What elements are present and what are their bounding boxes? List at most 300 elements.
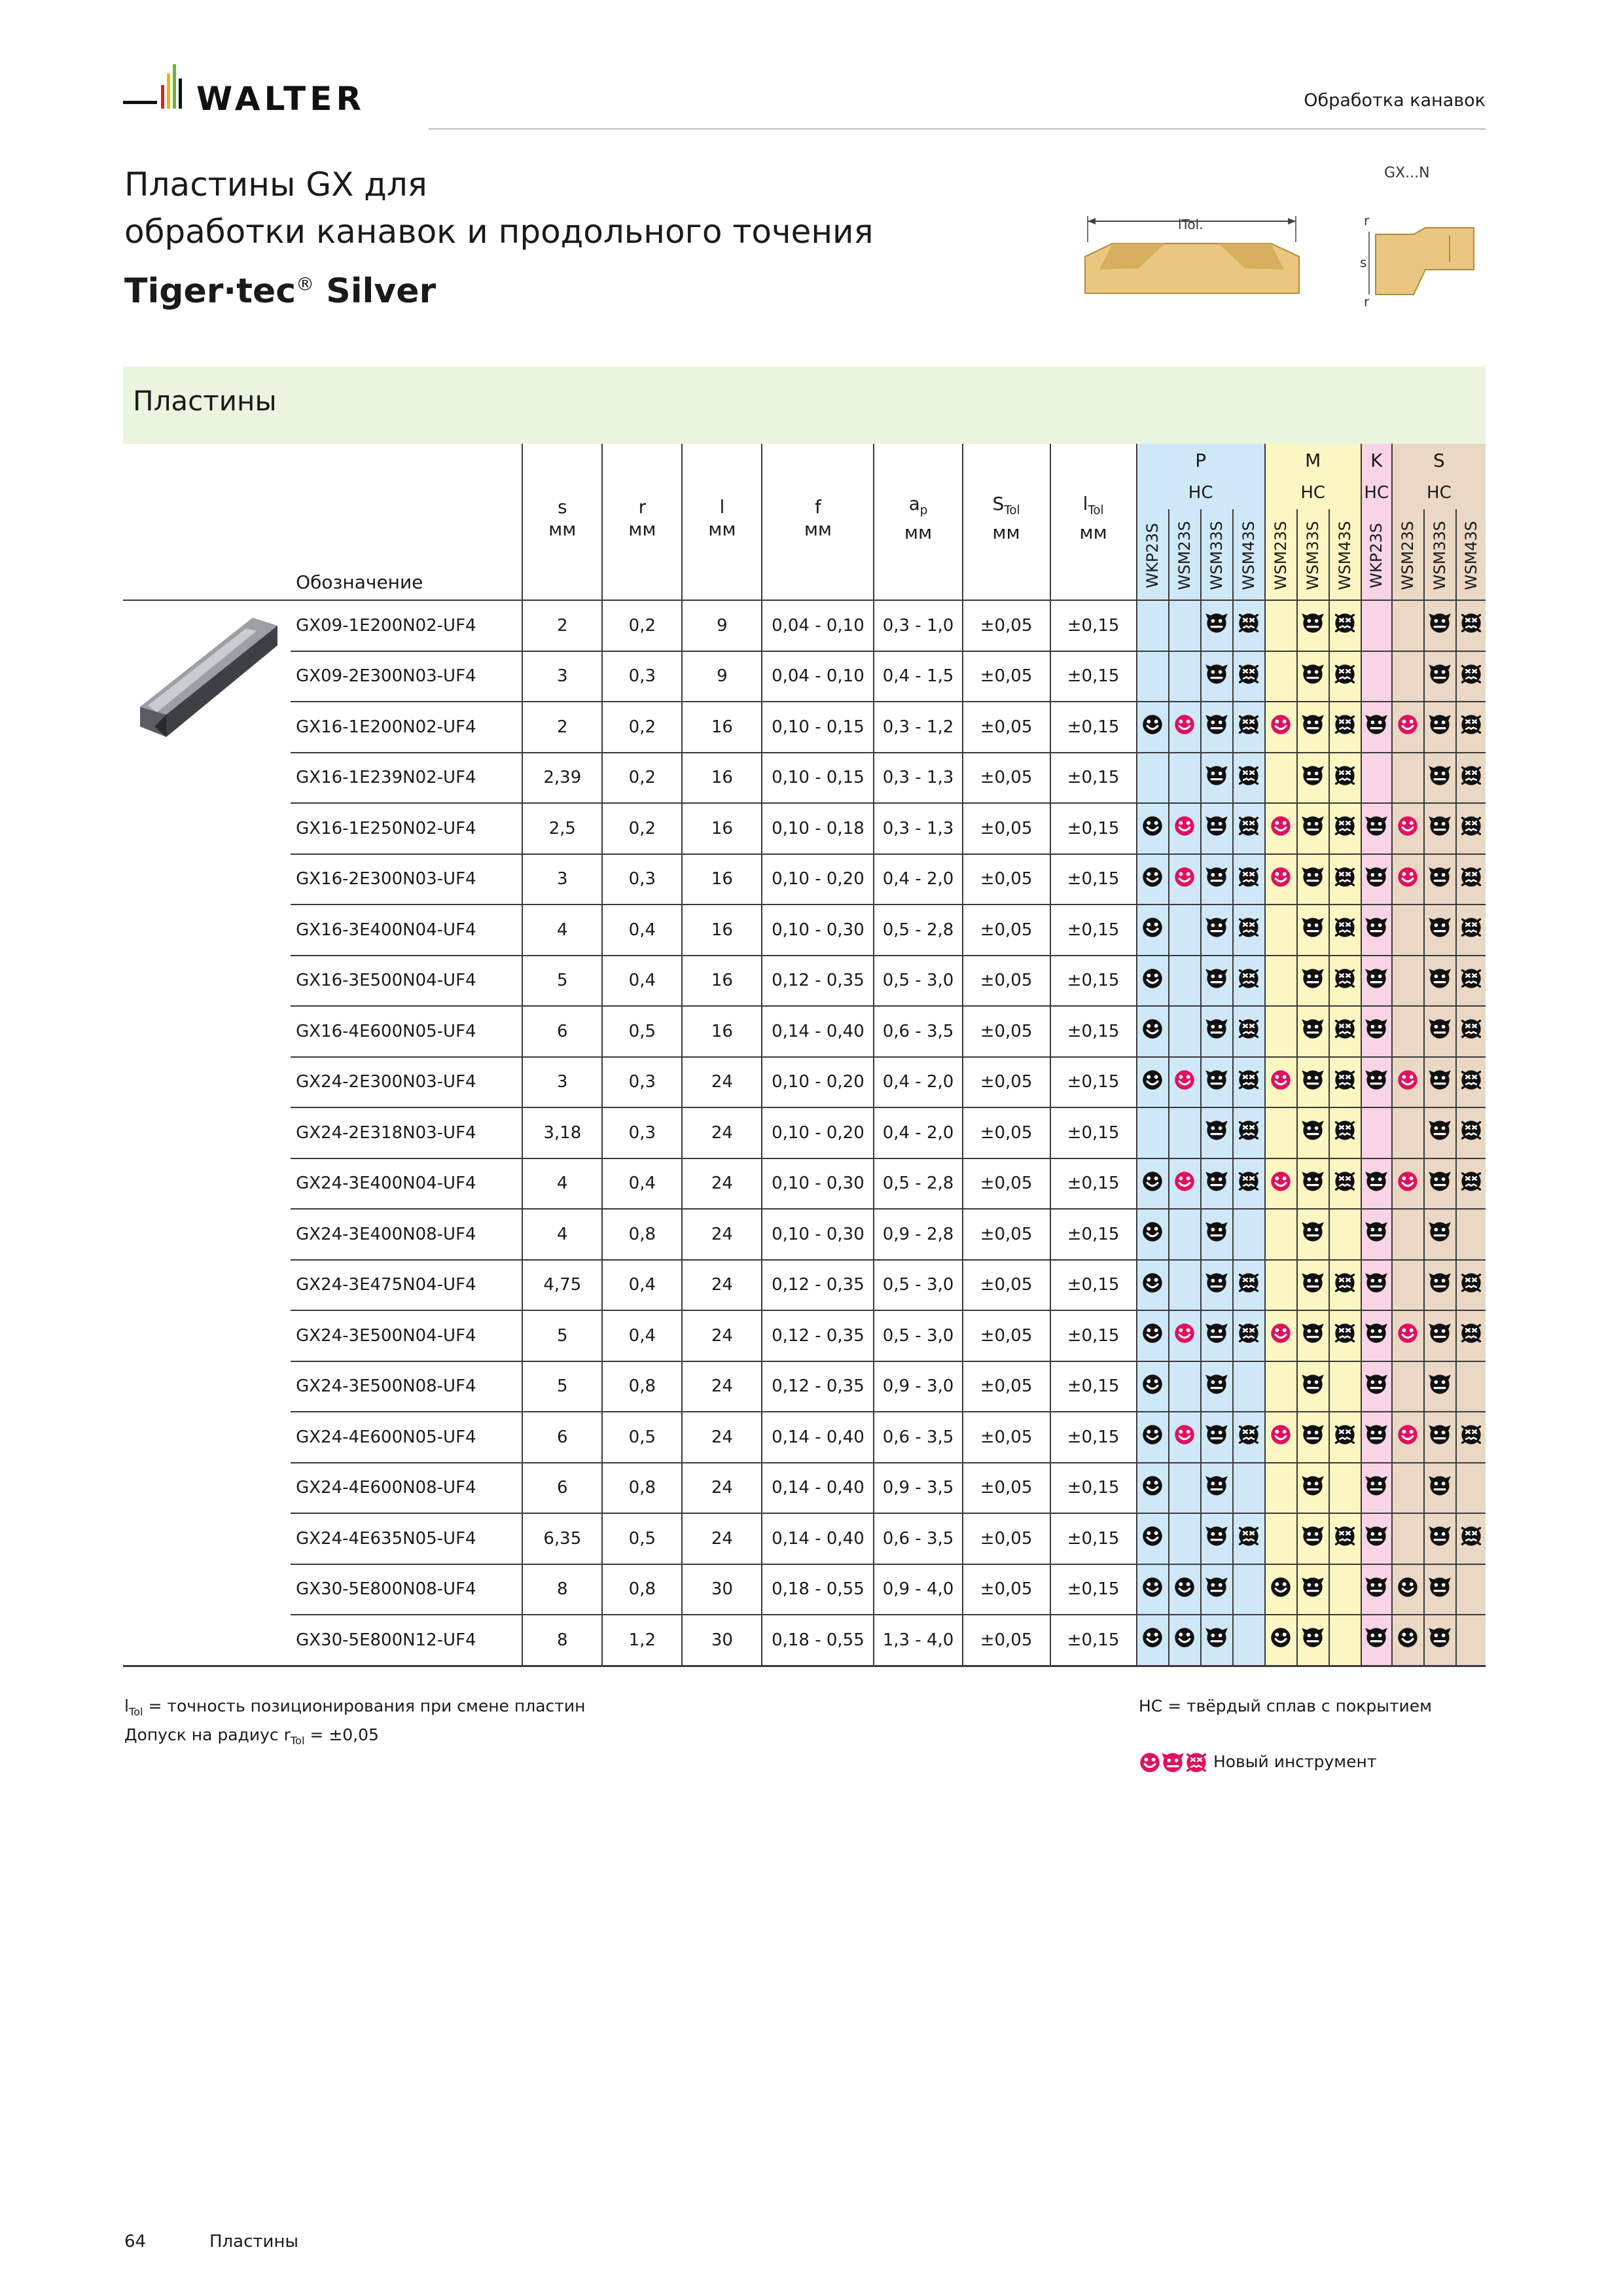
smile-icon (1141, 815, 1164, 842)
smile-icon (1141, 916, 1164, 943)
f-cell: 0,12 - 0,35 (762, 1260, 874, 1311)
grade-cell (1329, 1412, 1361, 1463)
grade-cell (1329, 1615, 1361, 1666)
f-cell: 0,10 - 0,15 (762, 753, 874, 804)
stol-cell: ±0,05 (963, 1513, 1050, 1564)
grade-cell (1456, 905, 1486, 956)
stol-cell: ±0,05 (963, 1361, 1050, 1412)
table-row (123, 1006, 1486, 1057)
designation-cell: GX30-5E800N12-UF4 (291, 1615, 522, 1666)
grade-cell (1456, 956, 1486, 1007)
ltol-cell: ±0,15 (1050, 905, 1137, 956)
grade-header: WSM43S (1329, 509, 1361, 600)
neutral-face-icon (1205, 713, 1228, 740)
grade-cell (1297, 1463, 1329, 1514)
grade-cell (1329, 956, 1361, 1007)
ap-cell: 0,6 - 3,5 (874, 1006, 962, 1057)
table-row (123, 905, 1486, 956)
grade-cell (1201, 753, 1233, 804)
neutral-face-icon (1428, 1626, 1452, 1653)
grade-cell (1201, 1209, 1233, 1260)
neutral-face-icon (1205, 1221, 1228, 1247)
grade-cell (1265, 702, 1297, 753)
table-row (123, 600, 1486, 651)
grade-cell (1424, 1463, 1456, 1514)
grade-cell (1361, 600, 1392, 651)
grade-cell (1137, 1158, 1169, 1210)
neutral-face-icon (1364, 1424, 1388, 1450)
neutral-face-icon (1428, 866, 1452, 893)
cross-face-icon (1333, 815, 1357, 842)
table-row (123, 1209, 1486, 1260)
neutral-face-icon (1428, 1119, 1452, 1146)
insert-image-cell (123, 1615, 291, 1666)
grade-cell (1169, 702, 1201, 753)
r-cell: 0,8 (602, 1564, 682, 1615)
stol-header: $S_{Tol}$ мм (963, 444, 1050, 600)
r-cell: 0,2 (602, 600, 682, 651)
ltol-cell: ±0,15 (1050, 600, 1137, 651)
grade-cell (1456, 1412, 1486, 1463)
stol-cell: ±0,05 (963, 1057, 1050, 1108)
l-cell: 16 (682, 1006, 762, 1057)
grade-cell (1424, 1057, 1456, 1108)
stol-cell: ±0,05 (963, 702, 1050, 753)
footer-label: Пластины (209, 2232, 298, 2251)
insert-image-cell (123, 905, 291, 956)
r-cell: 0,4 (602, 1310, 682, 1361)
r-label-top: r (1364, 213, 1370, 228)
new-smile-icon (1397, 866, 1419, 893)
insert-diagram (1073, 196, 1492, 314)
designation-cell: GX24-3E500N08-UF4 (291, 1361, 522, 1412)
stol-cell: ±0,05 (963, 1107, 1050, 1158)
grade-cell (1424, 1158, 1456, 1210)
designation-cell: GX24-3E475N04-UF4 (291, 1260, 522, 1311)
neutral-face-icon (1428, 916, 1452, 943)
cross-face-icon (1237, 764, 1260, 791)
cross-face-icon (1237, 612, 1260, 639)
neutral-face-icon (1205, 1424, 1228, 1450)
ap-header: $a_p$ мм (874, 444, 962, 600)
grade-cell (1424, 753, 1456, 804)
grade-cell (1201, 1107, 1233, 1158)
cross-face-icon (1237, 815, 1260, 842)
grade-cell (1137, 1564, 1169, 1615)
grade-cell (1297, 1006, 1329, 1057)
grade-cell (1329, 905, 1361, 956)
grade-cell (1456, 600, 1486, 651)
logo-text: WALTER (196, 80, 365, 118)
grade-cell (1265, 1463, 1297, 1514)
stol-cell: ±0,05 (963, 1158, 1050, 1210)
cross-face-icon (1237, 1322, 1260, 1349)
grade-cell (1233, 1158, 1265, 1210)
s-header: s мм (522, 444, 602, 600)
s-cell: 4,75 (522, 1260, 602, 1311)
grade-cell (1392, 600, 1424, 651)
r-cell: 0,5 (602, 1412, 682, 1463)
grade-cell (1137, 600, 1169, 651)
grade-cell (1361, 651, 1392, 702)
grade-cell (1169, 1209, 1201, 1260)
header-rule (429, 128, 1486, 130)
grade-cell (1456, 1158, 1486, 1210)
l-cell: 16 (682, 854, 762, 905)
grade-cell (1265, 803, 1297, 854)
grade-cell (1201, 1513, 1233, 1564)
r-cell: 0,3 (602, 854, 682, 905)
cross-face-icon (1237, 1424, 1260, 1450)
neutral-face-icon (1301, 1119, 1325, 1146)
new-smile-icon (1173, 1069, 1196, 1096)
grade-cell (1297, 1412, 1329, 1463)
ltol-cell: ±0,15 (1050, 1260, 1137, 1311)
f-cell: 0,10 - 0,15 (762, 702, 874, 753)
ap-cell: 0,4 - 2,0 (874, 854, 962, 905)
grade-cell (1424, 1615, 1456, 1666)
smile-icon (1173, 1626, 1196, 1653)
group-m-header: M (1265, 444, 1361, 476)
neutral-face-icon (1205, 663, 1228, 690)
new-tool-legend (1139, 1751, 1376, 1774)
grade-cell (1361, 803, 1392, 854)
grade-cell (1233, 1260, 1265, 1311)
grade-cell (1424, 854, 1456, 905)
neutral-face-icon (1301, 764, 1325, 791)
table-row (123, 956, 1486, 1007)
ap-cell: 0,5 - 2,8 (874, 1158, 962, 1210)
grade-cell (1265, 1260, 1297, 1311)
neutral-face-icon (1428, 1170, 1452, 1197)
r-cell: 0,8 (602, 1209, 682, 1260)
neutral-face-icon (1301, 1170, 1325, 1197)
insert-image-cell (123, 1158, 291, 1210)
s-cell: 5 (522, 1310, 602, 1361)
smile-icon (1270, 1576, 1292, 1603)
s-cell: 4 (522, 1209, 602, 1260)
l-cell: 16 (682, 905, 762, 956)
grade-cell (1361, 1361, 1392, 1412)
cross-face-icon (1333, 713, 1357, 740)
ltol-header: $l_{Tol}$ мм (1050, 444, 1137, 600)
grade-cell (1424, 1260, 1456, 1311)
grade-cell (1169, 1057, 1201, 1108)
neutral-face-icon (1428, 663, 1452, 690)
cross-face-icon (1459, 713, 1483, 740)
grade-cell (1169, 956, 1201, 1007)
grade-cell (1456, 651, 1486, 702)
grade-cell (1137, 1361, 1169, 1412)
table-row (123, 1310, 1486, 1361)
new-smile-icon (1397, 1424, 1419, 1450)
insert-image-cell (123, 1513, 291, 1564)
r-label-bottom: r (1364, 294, 1370, 310)
ltol-cell: ±0,15 (1050, 1057, 1137, 1108)
cross-face-icon (1459, 764, 1483, 791)
footnote-ltol: $l_{Tol}$ = точность позиционирования при смене пластин (124, 1696, 586, 1718)
grade-cell (1169, 1615, 1201, 1666)
f-cell: 0,10 - 0,20 (762, 854, 874, 905)
neutral-face-icon (1205, 1576, 1228, 1603)
cross-face-icon (1237, 663, 1260, 690)
stol-cell: ±0,05 (963, 1006, 1050, 1057)
smile-icon (1397, 1626, 1419, 1653)
grade-cell (1137, 1209, 1169, 1260)
grade-cell (1456, 1564, 1486, 1615)
neutral-face-icon (1364, 1272, 1388, 1299)
r-cell: 0,3 (602, 651, 682, 702)
footnote-hc: HC = твёрдый сплав с покрытием (1139, 1696, 1433, 1715)
grade-cell (1361, 702, 1392, 753)
stol-cell: ±0,05 (963, 651, 1050, 702)
ltol-cell: ±0,15 (1050, 1006, 1137, 1057)
neutral-face-icon (1364, 1626, 1388, 1653)
grade-cell (1137, 1463, 1169, 1514)
new-tool-icons (1139, 1752, 1208, 1771)
designation-cell: GX16-2E300N03-UF4 (291, 854, 522, 905)
f-cell: 0,12 - 0,35 (762, 956, 874, 1007)
neutral-face-icon (1301, 967, 1325, 994)
insert-image-cell (123, 956, 291, 1007)
designation-cell: GX16-3E500N04-UF4 (291, 956, 522, 1007)
grade-cell (1424, 1107, 1456, 1158)
insert-image-cell (123, 1057, 291, 1108)
stol-cell: ±0,05 (963, 1209, 1050, 1260)
cross-face-icon (1459, 1525, 1483, 1552)
grade-cell (1137, 956, 1169, 1007)
neutral-face-icon (1301, 1626, 1325, 1653)
group-k-coating: HC (1361, 476, 1392, 509)
grade-cell (1361, 1564, 1392, 1615)
grade-cell (1265, 905, 1297, 956)
ltol-cell: ±0,15 (1050, 651, 1137, 702)
grade-cell (1201, 905, 1233, 956)
grade-cell (1265, 1412, 1297, 1463)
grade-cell (1329, 1158, 1361, 1210)
grade-cell (1265, 1310, 1297, 1361)
new-smile-icon (1397, 815, 1419, 842)
new-smile-icon (1173, 866, 1196, 893)
f-cell: 0,10 - 0,30 (762, 1158, 874, 1210)
table-row (123, 1615, 1486, 1666)
ap-cell: 0,5 - 3,0 (874, 956, 962, 1007)
neutral-face-icon (1364, 1018, 1388, 1045)
neutral-face-icon (1301, 663, 1325, 690)
grade-cell (1361, 1615, 1392, 1666)
grade-cell (1297, 854, 1329, 905)
grade-cell (1424, 1564, 1456, 1615)
insert-image-cell (123, 1412, 291, 1463)
smile-icon (1141, 1170, 1164, 1197)
neutral-face-icon (1364, 1475, 1388, 1501)
grade-cell (1169, 803, 1201, 854)
grade-cell (1361, 1158, 1392, 1210)
l-cell: 24 (682, 1513, 762, 1564)
grade-cell (1233, 1564, 1265, 1615)
grade-cell (1233, 1463, 1265, 1514)
r-cell: 0,4 (602, 1158, 682, 1210)
grade-cell (1201, 854, 1233, 905)
s-cell: 3 (522, 651, 602, 702)
neutral-face-icon (1428, 1069, 1452, 1096)
ap-cell: 0,4 - 1,5 (874, 651, 962, 702)
grade-cell (1201, 803, 1233, 854)
grade-cell (1233, 1615, 1265, 1666)
grade-cell (1297, 905, 1329, 956)
designation-cell: GX16-1E239N02-UF4 (291, 753, 522, 804)
grade-cell (1169, 1412, 1201, 1463)
stol-cell: ±0,05 (963, 1260, 1050, 1311)
grade-cell (1392, 1564, 1424, 1615)
ap-cell: 0,5 - 3,0 (874, 1260, 962, 1311)
neutral-face-icon (1301, 866, 1325, 893)
grade-cell (1392, 1412, 1424, 1463)
f-cell: 0,04 - 0,10 (762, 600, 874, 651)
neutral-face-icon (1428, 967, 1452, 994)
insert-image-cell (123, 600, 291, 753)
cross-face-icon (1333, 916, 1357, 943)
ltol-cell: ±0,15 (1050, 854, 1137, 905)
grade-cell (1297, 1107, 1329, 1158)
smile-icon (1141, 967, 1164, 994)
insert-image-cell (123, 803, 291, 854)
grade-cell (1424, 651, 1456, 702)
smile-icon (1141, 1626, 1164, 1653)
new-smile-icon (1270, 815, 1292, 842)
new-smile-icon (1270, 713, 1292, 740)
neutral-face-icon (1205, 815, 1228, 842)
ap-cell: 0,5 - 3,0 (874, 1310, 962, 1361)
insert-image-cell (123, 753, 291, 804)
grade-cell (1361, 905, 1392, 956)
cross-face-icon (1459, 1424, 1483, 1450)
new-smile-icon (1270, 1170, 1292, 1197)
designation-cell: GX24-3E400N08-UF4 (291, 1209, 522, 1260)
ap-cell: 0,3 - 1,2 (874, 702, 962, 753)
ap-cell: 0,9 - 4,0 (874, 1564, 962, 1615)
l-cell: 24 (682, 1107, 762, 1158)
grade-cell (1169, 1107, 1201, 1158)
l-cell: 16 (682, 803, 762, 854)
grade-cell (1297, 753, 1329, 804)
ap-cell: 0,5 - 2,8 (874, 905, 962, 956)
ap-cell: 0,4 - 2,0 (874, 1107, 962, 1158)
neutral-face-icon (1205, 1525, 1228, 1552)
neutral-face-icon (1428, 1424, 1452, 1450)
grade-cell (1329, 753, 1361, 804)
grade-cell (1265, 651, 1297, 702)
neutral-face-icon (1301, 1272, 1325, 1299)
r-cell: 0,5 (602, 1006, 682, 1057)
neutral-face-icon (1428, 612, 1452, 639)
grade-cell (1297, 1057, 1329, 1108)
r-cell: 1,2 (602, 1615, 682, 1666)
neutral-face-icon (1364, 916, 1388, 943)
neutral-face-icon (1205, 1272, 1228, 1299)
grade-cell (1361, 1310, 1392, 1361)
neutral-face-icon (1205, 764, 1228, 791)
cross-face-icon (1459, 1018, 1483, 1045)
neutral-face-icon (1428, 1322, 1452, 1349)
grade-cell (1456, 1615, 1486, 1666)
grade-cell (1424, 803, 1456, 854)
cross-face-icon (1333, 967, 1357, 994)
grade-cell (1392, 1310, 1424, 1361)
s-cell: 2,5 (522, 803, 602, 854)
neutral-face-icon (1428, 1018, 1452, 1045)
smile-icon (1173, 1576, 1196, 1603)
ap-cell: 0,9 - 2,8 (874, 1209, 962, 1260)
designation-cell: GX30-5E800N08-UF4 (291, 1564, 522, 1615)
grade-cell (1424, 702, 1456, 753)
grade-header: WSM43S (1456, 509, 1486, 600)
grade-cell (1424, 905, 1456, 956)
grade-cell (1169, 600, 1201, 651)
neutral-face-icon (1301, 1069, 1325, 1096)
f-cell: 0,10 - 0,20 (762, 1057, 874, 1108)
group-p-coating: HC (1137, 476, 1265, 509)
neutral-face-icon (1205, 967, 1228, 994)
f-cell: 0,04 - 0,10 (762, 651, 874, 702)
grade-cell (1137, 753, 1169, 804)
s-cell: 6 (522, 1006, 602, 1057)
neutral-face-icon (1205, 1322, 1228, 1349)
smile-icon (1141, 1424, 1164, 1450)
grade-cell (1361, 1412, 1392, 1463)
grade-cell (1456, 702, 1486, 753)
designation-cell: GX24-3E500N04-UF4 (291, 1310, 522, 1361)
grade-cell (1392, 753, 1424, 804)
grade-cell (1233, 1209, 1265, 1260)
grade-cell (1297, 1564, 1329, 1615)
grade-cell (1201, 1463, 1233, 1514)
f-cell: 0,12 - 0,35 (762, 1310, 874, 1361)
cross-face-icon (1237, 1069, 1260, 1096)
grade-cell (1233, 702, 1265, 753)
r-cell: 0,8 (602, 1463, 682, 1514)
stol-cell: ±0,05 (963, 600, 1050, 651)
grade-cell (1392, 905, 1424, 956)
cross-face-icon (1333, 1018, 1357, 1045)
cross-face-icon (1333, 1525, 1357, 1552)
grade-cell (1456, 854, 1486, 905)
f-header: f мм (762, 444, 874, 600)
cross-face-icon (1237, 967, 1260, 994)
grade-cell (1456, 1057, 1486, 1108)
neutral-face-icon (1301, 815, 1325, 842)
ltol-cell: ±0,15 (1050, 1615, 1137, 1666)
neutral-face-icon (1301, 1322, 1325, 1349)
ap-cell: 0,9 - 3,0 (874, 1361, 962, 1412)
cross-face-icon (1237, 866, 1260, 893)
grade-cell (1233, 854, 1265, 905)
header-label: Обработка канавок (1304, 90, 1486, 111)
grade-cell (1297, 1209, 1329, 1260)
neutral-face-icon (1364, 713, 1388, 740)
table-row (123, 651, 1486, 702)
grade-cell (1424, 1006, 1456, 1057)
grade-cell (1329, 1310, 1361, 1361)
stol-cell: ±0,05 (963, 1310, 1050, 1361)
diagram-code: GX...N (1384, 165, 1430, 181)
neutral-face-icon (1428, 1373, 1452, 1400)
grade-cell (1297, 600, 1329, 651)
designation-cell: GX24-4E600N08-UF4 (291, 1463, 522, 1514)
grade-cell (1329, 1564, 1361, 1615)
cross-face-icon (1459, 663, 1483, 690)
cross-face-icon (1333, 1272, 1357, 1299)
